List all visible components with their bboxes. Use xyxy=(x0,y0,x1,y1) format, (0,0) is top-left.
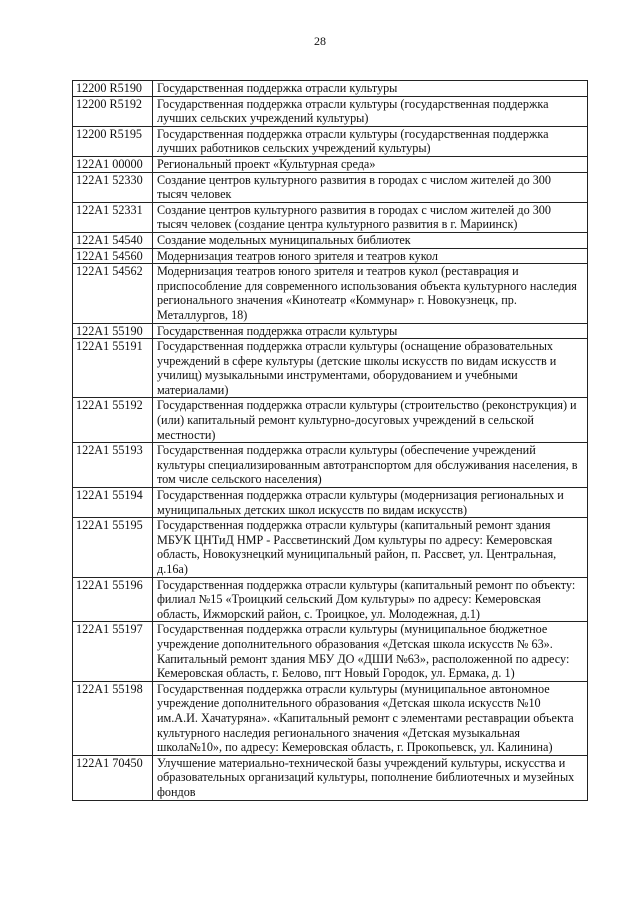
code-cell: 122A1 55197 xyxy=(73,622,153,681)
code-cell: 122A1 55191 xyxy=(73,339,153,398)
table-row xyxy=(73,577,588,622)
code-cell: 122A1 52330 xyxy=(73,172,153,202)
table-row xyxy=(73,202,588,232)
description-cell: Государственная поддержка отрасли культуры (государственная поддержка лучших сельских учреждений культуры) xyxy=(153,96,588,126)
code-cell: 122A1 55196 xyxy=(73,577,153,622)
description-cell: Создание модельных муниципальных библиотек xyxy=(153,232,588,248)
description-cell: Государственная поддержка отрасли культуры (обеспечение учреждений культуры специализированным автотранспортом для обслуживания населения, в том числе сельского населения) xyxy=(153,443,588,488)
description-cell: Модернизация театров юного зрителя и театров кукол xyxy=(153,248,588,264)
page-number: 28 xyxy=(314,34,326,48)
table-row xyxy=(73,156,588,172)
code-cell: 122A1 70450 xyxy=(73,755,153,800)
table-row xyxy=(73,323,588,339)
table-row xyxy=(73,443,588,488)
description-cell: Улучшение материально-технической базы учреждений культуры, искусства и образовательных организаций культуры, пополнение библиотечных и музейных фондов xyxy=(153,755,588,800)
table-row xyxy=(73,518,588,577)
description-cell: Региональный проект «Культурная среда» xyxy=(153,156,588,172)
table-row xyxy=(73,248,588,264)
code-cell: 122A1 55190 xyxy=(73,323,153,339)
table-row xyxy=(73,172,588,202)
table-row xyxy=(73,264,588,323)
code-cell: 122A1 00000 xyxy=(73,156,153,172)
description-cell: Государственная поддержка отрасли культуры xyxy=(153,323,588,339)
description-cell: Государственная поддержка отрасли культуры (муниципальное бюджетное учреждение дополнительного образования «Детская школа искусств № 63». Капитальный ремонт здания МБУ ДО «ДШИ №63», расположенной по адресу: Кемеровская область, г. Белово, пгт Новый Городок, ул. Ермака, д. 1) xyxy=(153,622,588,681)
description-cell: Создание центров культурного развития в городах с числом жителей до 300 тысяч человек (создание центра культурного развития в г. Мариинск) xyxy=(153,202,588,232)
description-cell: Модернизация театров юного зрителя и театров кукол (реставрация и приспособление для современного использования объекта культурного наследия регионального значения «Кинотеатр «Коммунар» г. Новокузнецк, пр. Металлургов, 18) xyxy=(153,264,588,323)
table-row xyxy=(73,681,588,755)
description-cell: Государственная поддержка отрасли культуры (модернизация региональных и муниципальных детских школ искусств по видам искусств) xyxy=(153,488,588,518)
table-row xyxy=(73,96,588,126)
table-row xyxy=(73,622,588,681)
code-cell: 122A1 55195 xyxy=(73,518,153,577)
code-cell: 122A1 54562 xyxy=(73,264,153,323)
code-cell: 122A1 54560 xyxy=(73,248,153,264)
code-cell: 122A1 55192 xyxy=(73,398,153,443)
table-row xyxy=(73,755,588,800)
table-row xyxy=(73,232,588,248)
code-cell: 12200 R5192 xyxy=(73,96,153,126)
code-cell: 122A1 52331 xyxy=(73,202,153,232)
description-cell: Создание центров культурного развития в городах с числом жителей до 300 тысяч человек xyxy=(153,172,588,202)
code-cell: 12200 R5195 xyxy=(73,126,153,156)
code-cell: 122A1 55193 xyxy=(73,443,153,488)
code-cell: 122A1 55194 xyxy=(73,488,153,518)
description-cell: Государственная поддержка отрасли культуры (капитальный ремонт здания МБУК ЦНТиД НМР - Рассветинский Дом культуры по адресу: Кемеровская область, Новокузнецкий муниципальный район, п. Рассвет, ул. Центральная, д.16а) xyxy=(153,518,588,577)
table-row xyxy=(73,488,588,518)
description-cell: Государственная поддержка отрасли культуры (строительство (реконструкция) и (или) капитальный ремонт культурно-досуговых учреждений в сельской местности) xyxy=(153,398,588,443)
code-cell: 12200 R5190 xyxy=(73,81,153,97)
table-row xyxy=(73,398,588,443)
description-cell: Государственная поддержка отрасли культуры (капитальный ремонт по объекту: филиал №15 «Троицкий сельский Дом культуры» по адресу: Кемеровская область, Ижморский район, с. Троицкое, ул. Молодежная, д.1) xyxy=(153,577,588,622)
table-row xyxy=(73,126,588,156)
table-row xyxy=(73,81,588,97)
description-cell: Государственная поддержка отрасли культуры (государственная поддержка лучших работников сельских учреждений культуры) xyxy=(153,126,588,156)
table-row xyxy=(73,339,588,398)
description-cell: Государственная поддержка отрасли культуры (муниципальное автономное учреждение дополнительного образования «Детская школа искусств №10 им.А.И. Хачатуряна». «Капитальный ремонт с элементами реставрации объекта культурного наследия регионального значения «Детская музыкальная школа№10», по адресу: Кемеровская область, г. Прокопьевск, ул. Калинина) xyxy=(153,681,588,755)
code-cell: 122A1 54540 xyxy=(73,232,153,248)
table-body xyxy=(73,81,588,801)
description-cell: Государственная поддержка отрасли культуры (оснащение образовательных учреждений в сфере культуры (детские школы искусств по видам искусств и училищ) музыкальными инструментами, оборудованием и учебными материалами) xyxy=(153,339,588,398)
budget-code-table xyxy=(72,80,588,801)
code-cell: 122A1 55198 xyxy=(73,681,153,755)
description-cell: Государственная поддержка отрасли культуры xyxy=(153,81,588,97)
